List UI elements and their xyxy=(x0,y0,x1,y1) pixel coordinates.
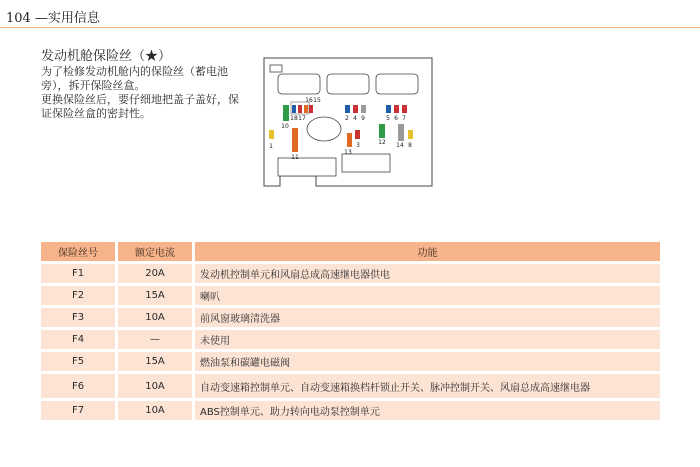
fuse-16 xyxy=(304,105,308,113)
fuse-rating: 15A xyxy=(118,352,195,371)
table-row xyxy=(41,352,660,371)
fuse-label-12: 12 xyxy=(378,139,386,146)
fuse-1 xyxy=(269,130,274,139)
header-divider xyxy=(0,27,700,28)
fuse-label-6: 6 xyxy=(394,115,398,122)
instruction-paragraph: 更换保险丝后，要仔细地把盖子盖好，保证保险丝盒的密封性。 xyxy=(41,93,239,120)
fuse-5 xyxy=(386,105,391,113)
fuse-label-10: 10 xyxy=(281,123,289,130)
fuse-number: F1 xyxy=(41,264,118,283)
fuse-label-14: 14 xyxy=(396,142,404,149)
fuse-17 xyxy=(298,105,302,113)
fuse-number: F4 xyxy=(41,330,118,349)
relay-slot xyxy=(278,74,320,94)
fuse-label-1: 1 xyxy=(269,143,273,150)
fuse-14 xyxy=(398,124,404,141)
fuse-10 xyxy=(283,105,289,121)
fuse-6 xyxy=(394,105,399,113)
relay-slot xyxy=(307,117,341,141)
fuse-function: 燃油泵和碳罐电磁阀 xyxy=(195,352,660,371)
fuse-15 xyxy=(309,105,313,113)
fuse-table xyxy=(41,239,660,423)
fuse-box-diagram xyxy=(258,54,438,194)
fuse-label-11: 11 xyxy=(291,154,299,161)
page-header xyxy=(6,7,100,26)
fuse-label-15: 15 xyxy=(313,97,321,104)
relay-slot xyxy=(270,65,282,72)
section-title: 发动机舱保险丝（★） xyxy=(41,49,172,64)
table-row xyxy=(41,264,660,283)
relay-slot xyxy=(376,74,418,94)
fuse-18 xyxy=(292,105,296,113)
relay-slot xyxy=(342,154,390,172)
fuse-function: 自动变速箱控制单元、自动变速箱换档杆锁止开关、脉冲控制开关、风扇总成高速继电器 xyxy=(195,374,660,398)
instruction-paragraph: 为了检修发动机舱内的保险丝（蓄电池旁），拆开保险丝盒。 xyxy=(41,65,228,92)
fuse-label-5: 5 xyxy=(386,115,390,122)
table-row xyxy=(41,308,660,327)
fuse-label-4: 4 xyxy=(353,115,357,122)
fuse-label-8: 8 xyxy=(408,142,412,149)
table-header-row xyxy=(41,242,660,261)
fuse-label-17: 17 xyxy=(298,115,306,122)
fuse-function: 前风窗玻璃清洗器 xyxy=(195,308,660,327)
column-header-fuse: 保险丝号 xyxy=(41,242,118,261)
fuse-number: F5 xyxy=(41,352,118,371)
instructions-text xyxy=(41,65,241,121)
page-number: 104 xyxy=(6,11,31,26)
relay-slot xyxy=(327,74,369,94)
table-row xyxy=(41,401,660,420)
fuse-function: 未使用 xyxy=(195,330,660,349)
fuse-8 xyxy=(408,130,413,139)
fuse-label-13: 13 xyxy=(344,149,352,156)
fuse-function: 喇叭 xyxy=(195,286,660,305)
fuse-number: F7 xyxy=(41,401,118,420)
column-header-rating: 额定电流 xyxy=(118,242,195,261)
fuse-number: F3 xyxy=(41,308,118,327)
relay-slot xyxy=(278,158,336,176)
fuse-rating: 15A xyxy=(118,286,195,305)
table-row xyxy=(41,330,660,349)
fuse-number: F6 xyxy=(41,374,118,398)
chapter-title: —实用信息 xyxy=(34,11,100,26)
table-row xyxy=(41,286,660,305)
fuse-3 xyxy=(355,130,360,139)
fuse-label-2: 2 xyxy=(345,115,349,122)
fuse-rating: 10A xyxy=(118,374,195,398)
fuse-7 xyxy=(402,105,407,113)
fuse-13 xyxy=(347,133,352,147)
fuse-number: F2 xyxy=(41,286,118,305)
fuse-11 xyxy=(292,128,298,152)
fuse-9 xyxy=(361,105,366,113)
fuse-function: 发动机控制单元和风扇总成高速继电器供电 xyxy=(195,264,660,283)
fuse-label-16: 16 xyxy=(305,97,313,104)
fuse-function: ABS控制单元、助力转向电动泵控制单元 xyxy=(195,401,660,420)
fuse-12 xyxy=(379,124,385,138)
fuse-label-3: 3 xyxy=(356,142,360,149)
table-row xyxy=(41,374,660,398)
fuse-rating: — xyxy=(118,330,195,349)
fuse-4 xyxy=(353,105,358,113)
fuse-label-9: 9 xyxy=(361,115,365,122)
column-header-function: 功能 xyxy=(195,242,660,261)
fuse-2 xyxy=(345,105,350,113)
fuse-rating: 20A xyxy=(118,264,195,283)
fuse-label-18: 18 xyxy=(290,115,298,122)
fuse-rating: 10A xyxy=(118,401,195,420)
fuse-label-7: 7 xyxy=(402,115,406,122)
fuse-rating: 10A xyxy=(118,308,195,327)
